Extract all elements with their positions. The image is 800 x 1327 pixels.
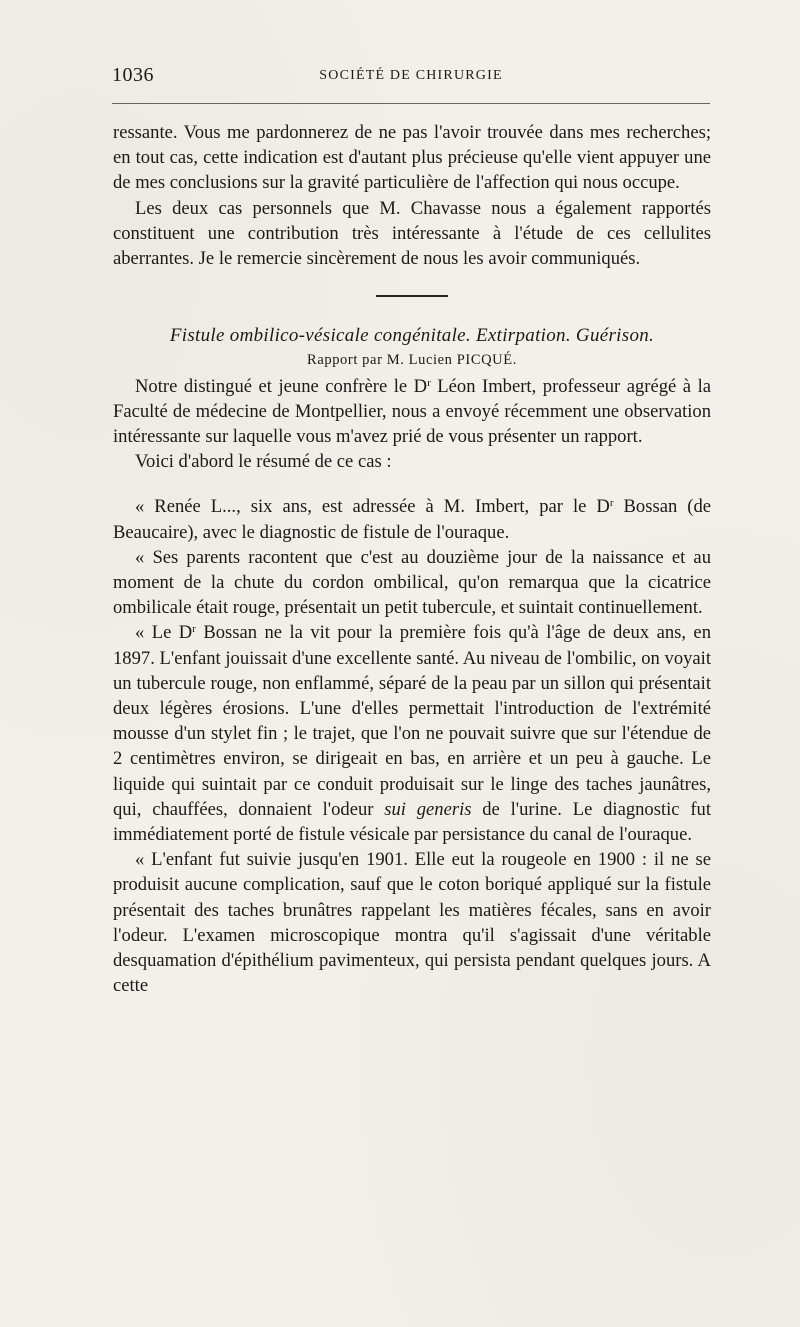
case-paragraph-3 <box>113 620 711 847</box>
case1-text-a: « Renée L..., six ans, est adressée à M. Imbert, par le D <box>135 496 610 518</box>
case-paragraph-1 <box>113 494 711 544</box>
paragraph-voici: Voici d'abord le résumé de ce cas : <box>135 451 392 473</box>
case-paragraph-2: « Ses parents racontent que c'est au douzième jour de la naissance et au moment de la chute du cordon ombilical, qu'on remarqua que la cicatrice ombilicale était rouge, présentait un petit tubercule, et suintait continuellement. <box>113 546 711 619</box>
header-rule <box>112 103 710 104</box>
paragraph-chavasse: Les deux cas personnels que M. Chavasse nous a également rapportés constituent une contribution très intéressante à l'étude de ces cellulites aberrantes. Je le remercie sincèrement de nous les avoir communiqués. <box>113 197 711 270</box>
case3-text-c: de l'urine. Le diagnostic fut immédiatement porté de fistule vésicale par persistance du canal de l'ouraque. <box>113 798 711 846</box>
running-title: SOCIÉTÉ DE CHIRURGIE <box>319 68 503 83</box>
section-title: Fistule ombilico-vésicale congénitale. Extirpation. Guérison. <box>169 325 655 347</box>
paragraph-intro <box>113 374 711 450</box>
doctor-abbrev-sup: r <box>427 376 431 389</box>
latin-phrase: sui generis <box>384 798 472 820</box>
intro-text-b: Léon Imbert, professeur agrégé à la Faculté de médecine de Montpellier, nous a envoyé récemment une observation intéressante sur laquelle vous m'avez prié de vous présenter un rapport. <box>113 375 711 448</box>
doctor-abbrev-sup: r <box>609 497 614 510</box>
case3-text-b: Bossan ne la vit pour la première fois qu'à l'âge de deux ans, en 1897. L'enfant jouissait d'une excellente santé. Au niveau de l'ombilic, on voyait un tubercule rouge, non enflammé, séparé de la peau par un sillon qui présentait deux légères érosions. L'une d'elles permettait l'introduction de l'extrémité mousse d'un stylet fin ; le trajet, que l'on ne pouvait suivre que sur l'étendue de 2 centimètres environ, se dirigeait en bas, en arrière et un peu à gauche. Le liquide qui suintait par ce conduit produisait sur le linge des taches jaunâtres, qui, chauffées, donnaient l'odeur <box>113 622 711 820</box>
section-separator-rule <box>376 295 448 297</box>
spacer <box>113 474 711 494</box>
doctor-abbrev-sup: r <box>192 623 196 636</box>
case1-text-b: Bossan (de Beaucaire), avec le diagnostic de fistule de l'ouraque. <box>113 496 711 543</box>
intro-text-a: Notre distingué et jeune confrère le D <box>135 375 428 397</box>
case3-text-a: « Le D <box>135 622 193 644</box>
page-number: 1036 <box>112 64 154 86</box>
page-header <box>112 64 710 90</box>
body-text <box>113 120 711 999</box>
case-paragraph-4: « L'enfant fut suivie jusqu'en 1901. Elle eut la rougeole en 1900 : il ne se produisit aucune complication, sauf que le coton boriqué appliqué sur la fistule présentait des taches brunâtres rappelant les matières fécales, sans en avoir l'odeur. L'examen microscopique montra qu'il s'agissait d'une véritable desquamation d'épithélium pavimenteux, qui persista pendant quelques jours. A cette <box>113 849 711 997</box>
report-byline: Rapport par M. Lucien PICQUÉ. <box>307 352 517 369</box>
paragraph-continuation: ressante. Vous me pardonnerez de ne pas l'avoir trouvée dans mes recherches; en tout cas, cette indication est d'autant plus précieuse qu'elle vient appuyer une de mes conclusions sur la gravité particulière de l'affection qui nous occupe. <box>113 122 711 194</box>
